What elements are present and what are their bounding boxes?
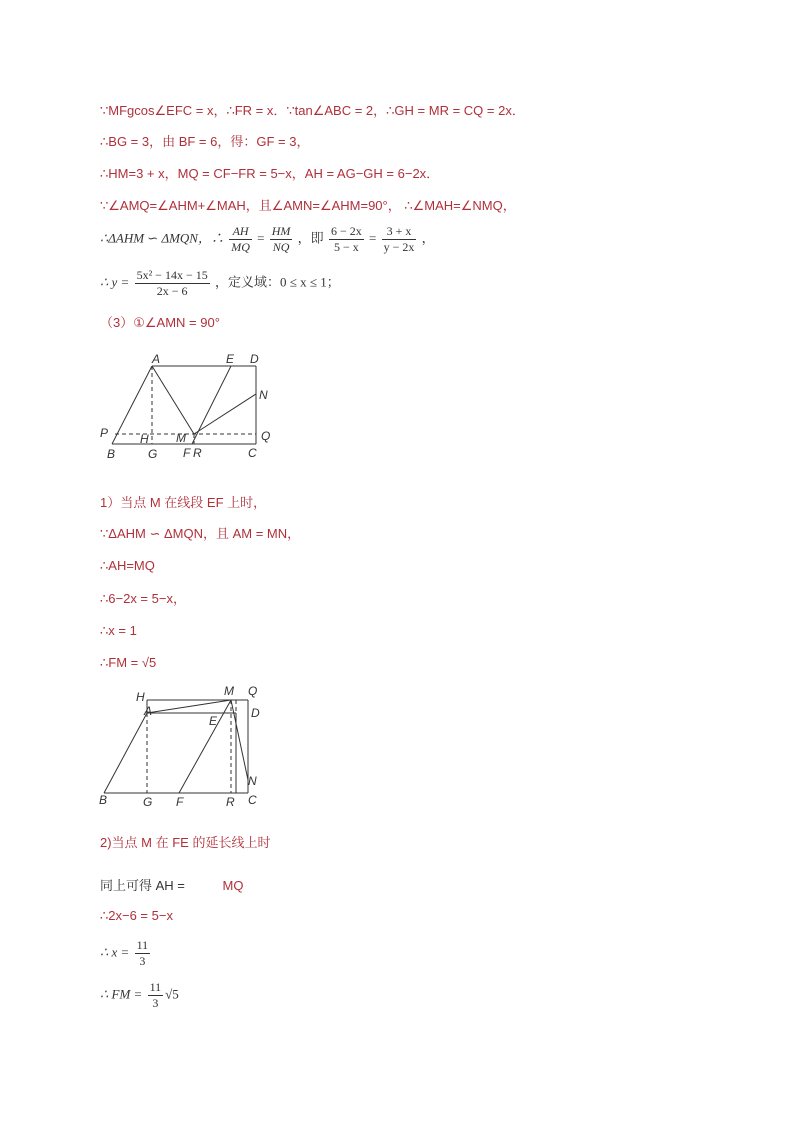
part-3-text: （3）①∠AMN = 90° xyxy=(100,315,220,330)
case-1-x-value: ∴x = 1 xyxy=(100,623,137,638)
label-f: F xyxy=(176,795,184,809)
line-ba xyxy=(104,713,147,793)
fraction-numerator: 11 xyxy=(136,938,149,952)
line-am xyxy=(147,700,231,713)
label-d: D xyxy=(251,706,260,720)
label-r: R xyxy=(193,446,202,460)
label-h: H xyxy=(136,690,145,704)
case-2-fm-value xyxy=(100,980,179,1011)
text-segment: ， xyxy=(421,230,435,246)
fraction-denominator: 3 xyxy=(152,996,159,1010)
fraction-3x-y2x xyxy=(382,224,417,255)
label-m: M xyxy=(224,684,234,698)
text-segment: ，即 xyxy=(297,230,324,246)
line-mn xyxy=(231,700,248,780)
equals-sign: = xyxy=(368,230,377,246)
fraction-y-expression xyxy=(135,268,210,299)
geometry-figure-1 xyxy=(95,348,285,463)
case-2-heading: 2)当点 M 在 FE 的延长线上时 xyxy=(100,835,271,850)
label-e: E xyxy=(209,714,218,728)
label-a: A xyxy=(152,352,161,366)
proof-line-4: ∵∠AMQ=∠AHM+∠MAH，且∠AMN=∠AHM=90°， ∴∠MAH=∠NMQ， xyxy=(100,198,516,213)
y-equals: ∴ y = xyxy=(100,274,130,290)
case-1-fm-value: ∴FM = √5 xyxy=(100,655,157,670)
equals-sign: = xyxy=(257,230,265,246)
fraction-denominator: 3 xyxy=(139,954,146,968)
line-am xyxy=(152,366,194,434)
line-fm xyxy=(179,700,231,793)
label-n: N xyxy=(248,774,257,788)
label-a: A xyxy=(144,704,153,718)
sqrt-5: √5 xyxy=(165,986,179,1002)
part-3-heading xyxy=(100,314,220,332)
fraction-11-3 xyxy=(135,938,151,969)
proof-line-2: ∴BG = 3，由 BF = 6，得：GF = 3， xyxy=(100,134,310,149)
case-1-ah-mq: ∴AH=MQ xyxy=(100,558,155,573)
case-1-heading: 1）当点 M 在线段 EF 上时， xyxy=(100,495,267,510)
case-1-equation: ∴6−2x = 5−x， xyxy=(100,591,186,606)
label-m: M xyxy=(176,431,186,445)
fraction-denominator: NQ xyxy=(272,240,290,254)
label-c: C xyxy=(248,793,257,807)
fm-equals: ∴ FM = xyxy=(100,986,143,1002)
case-2-ah-text: 同上可得 AH = xyxy=(100,878,185,893)
label-c: C xyxy=(248,446,257,460)
label-g: G xyxy=(143,795,153,809)
fraction-numerator: 11 xyxy=(149,980,162,994)
label-q: Q xyxy=(261,429,271,443)
fraction-hm-nq xyxy=(270,224,293,255)
fraction-numerator: HM xyxy=(271,224,291,238)
domain-text: ，定义域：0 ≤ x ≤ 1； xyxy=(214,274,340,290)
fraction-11-3 xyxy=(148,980,164,1011)
fraction-ah-mq xyxy=(229,224,252,255)
fraction-denominator: y − 2x xyxy=(383,240,415,254)
x-equals: ∴ x = xyxy=(100,944,130,960)
label-b: B xyxy=(107,447,116,461)
fraction-numerator: 6 − 2x xyxy=(330,224,362,238)
fraction-numerator: AH xyxy=(229,224,252,240)
proof-line-6 xyxy=(100,268,340,299)
label-g: G xyxy=(148,447,158,461)
label-e: E xyxy=(226,352,235,366)
fraction-denominator: 2x − 6 xyxy=(156,284,188,298)
label-q: Q xyxy=(248,684,258,698)
label-d: D xyxy=(250,352,259,366)
case-2-mq-text: MQ xyxy=(222,878,244,893)
fraction-numerator: 3 + x xyxy=(382,224,417,240)
label-b: B xyxy=(99,793,108,807)
label-r: R xyxy=(226,795,235,809)
case-2-equation: ∴2x−6 = 5−x xyxy=(100,908,173,923)
line-mn xyxy=(194,394,256,434)
fraction-denominator: 5 − x xyxy=(333,240,359,254)
label-h: H xyxy=(140,432,149,446)
fraction-denominator: MQ xyxy=(231,240,250,254)
fraction-numerator: 5x² − 14x − 15 xyxy=(136,268,208,282)
case-2-x-value xyxy=(100,938,152,969)
proof-line-1: ∵MFgcos∠EFC = x，∴FR = x．∵tan∠ABC = 2，∴GH = MR = CQ = 2x． xyxy=(100,103,525,118)
line-fe xyxy=(192,366,231,444)
label-n: N xyxy=(259,388,268,402)
case-1-similar: ∵ΔAHM ∽ ΔMQN，且 AM = MN， xyxy=(100,526,301,541)
label-f: F xyxy=(183,446,191,460)
proof-line-5 xyxy=(100,224,435,255)
geometry-figure-2 xyxy=(95,682,270,810)
case-2-ah-mq xyxy=(100,877,243,895)
fraction-6-2x xyxy=(329,224,364,255)
similar-triangle-statement: ∴ΔAHM ∽ ΔMQN，∴ xyxy=(100,230,224,246)
proof-line-3: ∴HM=3 + x，MQ = CF−FR = 5−x，AH = AG−GH = 6−2x． xyxy=(100,166,440,181)
label-p: P xyxy=(100,426,109,440)
